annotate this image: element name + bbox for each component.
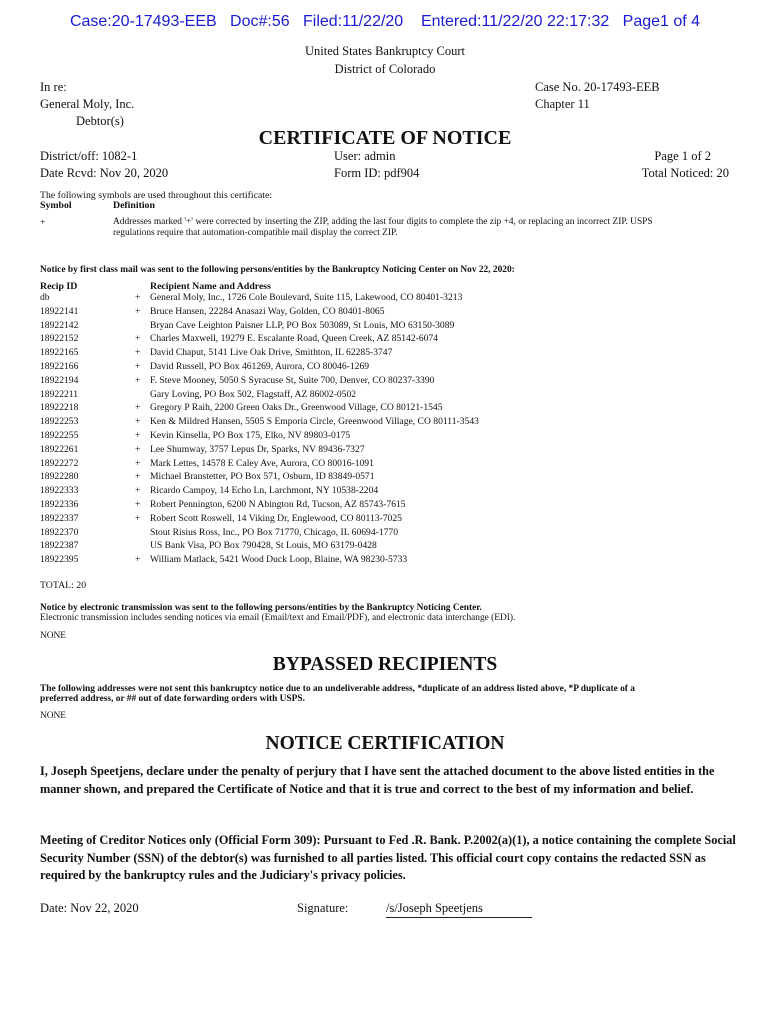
recipient-id: 18922211 <box>40 388 79 400</box>
page-of: Page 1 of 2 <box>654 149 711 163</box>
recipient-address: Mark Lettes, 14578 E Caley Ave, Aurora, CO 80016-1091 <box>150 457 374 469</box>
mail-notice-heading: Notice by first class mail was sent to the following persons/entities by the Bankruptcy Noticing Center on Nov 22, 2020: <box>40 265 515 275</box>
recipient-row <box>0 389 770 403</box>
filed-date-stamp: Filed:11/22/20 <box>302 13 404 30</box>
recipient-id: 18922272 <box>40 457 79 469</box>
recipient-id: 18922370 <box>40 526 79 538</box>
electronic-none: NONE <box>40 631 67 641</box>
recipient-row <box>0 540 770 554</box>
definition-line-1: Addresses marked '+' were corrected by inserting the ZIP, adding the last four digits to complete the zip +4, or replacing an incorrect ZIP. USPS <box>113 217 653 227</box>
signature-label: Signature: <box>297 901 349 915</box>
recipient-address: Robert Pennington, 6200 N Abington Rd, Tucson, AZ 85743-7615 <box>150 499 406 510</box>
recipient-row <box>0 554 770 568</box>
page-stamp: Page1 of 4 <box>622 13 701 30</box>
recipient-address: F. Steve Mooney, 5050 S Syracuse St, Suite 700, Denver, CO 80237-3390 <box>150 374 435 386</box>
recipient-row <box>0 361 770 375</box>
doc-number-stamp: Doc#:56 <box>230 13 290 30</box>
recipient-row <box>0 458 770 472</box>
user: User: admin <box>334 149 396 163</box>
meeting-paragraph: Meeting of Creditor Notices only (Official Form 309): Pursuant to Fed .R. Bank. P.2002(a)(1), a notice containing the complete Social Security Number (SSN) of the debtor(s) was furnished to all parties listed. This official court copy contains the redacted SSN as required by the bankruptcy rules and the Judiciary's privacy policies. <box>40 833 736 882</box>
recipient-address: David Chaput, 5141 Live Oak Drive, Smithton, IL 62285-3747 <box>150 347 393 359</box>
recipient-row <box>0 499 770 513</box>
recipient-id: 18922336 <box>40 499 79 510</box>
mail-total: TOTAL: 20 <box>40 580 87 591</box>
recipient-row <box>0 416 770 430</box>
recipient-symbol: + <box>135 305 141 317</box>
recipient-id: 18922253 <box>40 416 79 428</box>
recipient-address: Bruce Hansen, 22284 Anasazi Way, Golden, CO 80401-8065 <box>150 305 385 317</box>
district-office: District/off: 1082-1 <box>40 149 138 163</box>
court-district: District of Colorado <box>334 62 436 76</box>
symbol-header: Symbol <box>40 200 72 211</box>
recipient-symbol: + <box>135 333 141 345</box>
recipient-symbol: + <box>135 512 141 524</box>
bypassed-text-line-2: preferred address, or ## out of date forwarding orders with USPS. <box>40 694 305 704</box>
recipient-address: William Matlack, 5421 Wood Duck Loop, Blaine, WA 98230-5733 <box>150 554 408 566</box>
symbols-intro: The following symbols are used throughout this certificate: <box>40 190 273 201</box>
debtor-label: Debtor(s) <box>76 114 124 128</box>
recipient-symbol: + <box>135 430 141 441</box>
recipient-address: Lee Shumway, 3757 Lepus Dr, Sparks, NV 89436-7327 <box>150 443 365 455</box>
definition-header: Definition <box>113 200 155 211</box>
recip-id-header: Recip ID <box>40 281 78 292</box>
recipient-id: 18922218 <box>40 402 79 414</box>
signature: /s/Joseph Speetjens <box>386 901 532 918</box>
electronic-heading: Notice by electronic transmission was sent to the following persons/entities by the Bankruptcy Noticing Center. <box>40 603 482 613</box>
recipient-symbol: + <box>135 443 141 455</box>
recipient-symbol: + <box>135 554 141 566</box>
recipient-address: Gary Loving, PO Box 502, Flagstaff, AZ 86002-0502 <box>150 388 357 400</box>
recipient-row <box>0 347 770 361</box>
recipient-row <box>0 292 770 306</box>
case-number-stamp: Case:20-17493-EEB <box>69 13 217 30</box>
recipient-id: 18922165 <box>40 347 79 359</box>
recipient-symbol: + <box>135 485 141 497</box>
recipient-address: Charles Maxwell, 19279 E. Escalante Road, Queen Creek, AZ 85142-6074 <box>150 333 439 345</box>
recipient-id: 18922333 <box>40 485 79 497</box>
bypassed-title: BYPASSED RECIPIENTS <box>272 654 498 675</box>
certification-date: Date: Nov 22, 2020 <box>40 901 139 915</box>
recipient-address: Kevin Kinsella, PO Box 175, Elko, NV 89803-0175 <box>150 430 351 441</box>
recipient-id: 18922261 <box>40 443 79 455</box>
recipient-id: 18922280 <box>40 471 79 483</box>
court-name: United States Bankruptcy Court <box>304 44 466 58</box>
recipient-address: General Moly, Inc., 1726 Cole Boulevard, Suite 115, Lakewood, CO 80401-3213 <box>150 292 463 303</box>
recipient-address: Stout Risius Ross, Inc., PO Box 71770, Chicago, IL 60694-1770 <box>150 526 399 538</box>
recipient-symbol: + <box>135 416 141 428</box>
recipient-row <box>0 471 770 485</box>
recipient-address: Ken & Mildred Hansen, 5505 S Emporia Circle, Greenwood Village, CO 80111-3543 <box>150 416 479 428</box>
recipient-address: Robert Scott Roswell, 14 Viking Dr, Englewood, CO 80113-7025 <box>150 512 402 524</box>
recipient-address: David Russell, PO Box 461269, Aurora, CO 80046-1269 <box>150 361 370 372</box>
electronic-note: Electronic transmission includes sending notices via email (Email/text and Email/PDF), and electronic data interchange (EDI). <box>40 613 516 623</box>
total-noticed: Total Noticed: 20 <box>641 166 729 180</box>
recipient-id: 18922142 <box>40 319 79 331</box>
entered-date-stamp: Entered:11/22/20 22:17:32 <box>420 13 610 30</box>
recipient-row <box>0 306 770 320</box>
date-received: Date Rcvd: Nov 20, 2020 <box>40 166 169 180</box>
certificate-title: CERTIFICATE OF NOTICE <box>258 127 512 149</box>
chapter: Chapter 11 <box>535 97 590 111</box>
recipient-symbol: + <box>135 499 141 510</box>
bypassed-text-line-1: The following addresses were not sent this bankruptcy notice due to an undeliverable address, *duplicate of an address listed above, *P duplicate of a <box>40 684 635 694</box>
recipient-symbol: + <box>135 374 141 386</box>
recipient-id: 18922152 <box>40 333 79 345</box>
recipient-address: Ricardo Campoy, 14 Echo Ln, Larchmont, NY 10538-2204 <box>150 485 379 497</box>
recipient-row <box>0 485 770 499</box>
definition-line-2: regulations require that automation-compatible mail display the correct ZIP. <box>113 228 398 238</box>
bypassed-none: NONE <box>40 711 67 721</box>
recipient-symbol: + <box>135 471 141 483</box>
form-id: Form ID: pdf904 <box>334 166 420 180</box>
recipient-address: Bryan Cave Leighton Paisner LLP, PO Box 503089, St Louis, MO 63150-3089 <box>150 319 455 331</box>
recipient-id: 18922141 <box>40 305 79 317</box>
in-re-label: In re: <box>40 80 67 94</box>
symbol-plus: + <box>40 217 46 228</box>
recipient-row <box>0 375 770 389</box>
recipient-row <box>0 444 770 458</box>
debtor-name: General Moly, Inc. <box>40 97 135 111</box>
recipient-symbol: + <box>135 402 141 414</box>
recipient-row <box>0 333 770 347</box>
recipient-address: Michael Branstetter, PO Box 571, Osburn, ID 83849-0571 <box>150 471 375 483</box>
recipient-row <box>0 513 770 527</box>
recipient-symbol: + <box>135 292 141 303</box>
recipient-row <box>0 430 770 444</box>
recipient-address: US Bank Visa, PO Box 790428, St Louis, MO 63179-0428 <box>150 540 377 552</box>
certification-title: NOTICE CERTIFICATION <box>265 733 505 754</box>
recipient-symbol: + <box>135 347 141 359</box>
recipient-id: 18922337 <box>40 512 79 524</box>
recipient-id: 18922387 <box>40 540 79 552</box>
case-number: Case No. 20-17493-EEB <box>535 80 660 94</box>
recipient-id: 18922255 <box>40 430 79 441</box>
recipient-id: 18922194 <box>40 374 79 386</box>
recipient-id: 18922166 <box>40 361 79 372</box>
recipient-header: Recipient Name and Address <box>150 281 271 292</box>
recipient-row <box>0 527 770 541</box>
recipient-id: db <box>40 292 50 303</box>
filing-stamp-header <box>0 13 770 31</box>
recipient-symbol: + <box>135 457 141 469</box>
recipient-symbol: + <box>135 361 141 372</box>
declaration-paragraph: I, Joseph Speetjens, declare under the penalty of perjury that I have sent the attached document to the above listed entities in the manner shown, and prepared the Certificate of Notice and that it is true and correct to the best of my information and belief. <box>40 764 715 796</box>
recipient-id: 18922395 <box>40 554 79 566</box>
recipient-address: Gregory P Raih, 2200 Green Oaks Dr., Greenwood Village, CO 80121-1545 <box>150 402 443 414</box>
recipient-row <box>0 320 770 334</box>
recipient-row <box>0 402 770 416</box>
